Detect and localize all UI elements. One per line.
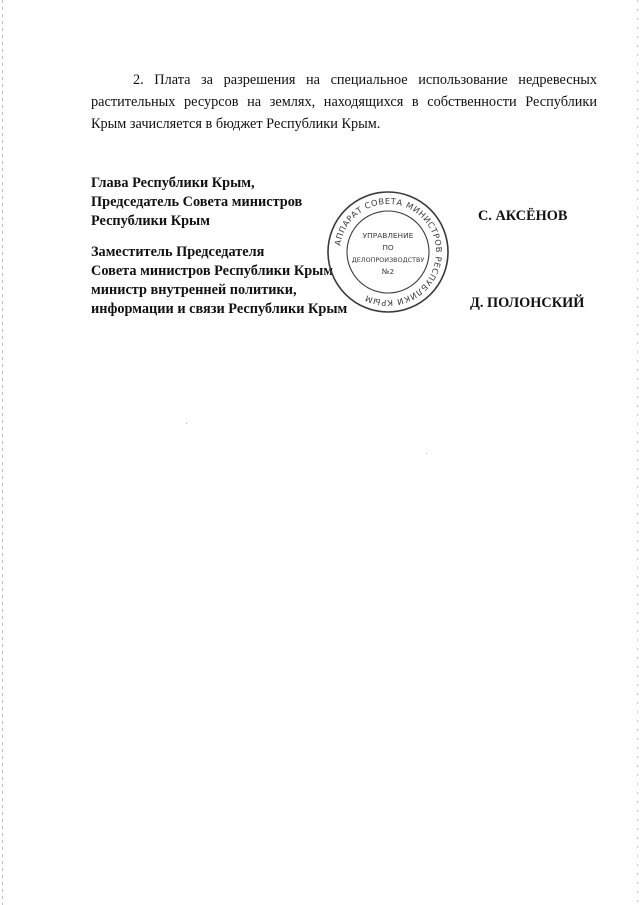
- signatory-1-title-line: Республики Крым: [91, 213, 210, 229]
- stamp-outer-ring: [328, 192, 448, 312]
- scan-edge-right: [637, 0, 638, 905]
- stamp-inner-line: №2: [381, 267, 395, 276]
- paragraph-line-1: 2. Плата за разрешения на специальное использование недревесных: [133, 72, 597, 88]
- stamp-inner-line: ДЕЛОПРОИЗВОДСТВУ: [351, 256, 425, 264]
- signatory-2-title-line: Совета министров Республики Крым: [91, 263, 334, 279]
- official-stamp: [326, 190, 450, 314]
- stamp-inner-line: ПО: [382, 243, 394, 252]
- signatory-2-title-line: министр внутренней политики,: [91, 282, 297, 298]
- signatory-2-title: [91, 243, 347, 319]
- signatory-1-name: С. АКСЁНОВ: [478, 208, 568, 224]
- scan-edge-left: [2, 0, 3, 905]
- signatory-2-title-line: информации и связи Республики Крым: [91, 301, 348, 317]
- signatory-2-title-line: Заместитель Председателя: [91, 244, 265, 260]
- paragraph-line-3: Крым зачисляется в бюджет Республики Крым.: [91, 116, 381, 132]
- signatory-2-name: Д. ПОЛОНСКИЙ: [470, 295, 585, 311]
- stamp-inner-ring: [347, 211, 429, 293]
- stamp-inner-line: УПРАВЛЕНИЕ: [362, 231, 414, 240]
- signatory-1-title-line: Председатель Совета министров: [91, 194, 303, 210]
- paragraph-2: [91, 69, 597, 135]
- scan-speck: [426, 453, 427, 454]
- stamp-outer-text: АППАРАТ СОВЕТА МИНИСТРОВ РЕСПУБЛИКИ КРЫМ: [332, 195, 445, 309]
- signatory-1-title: [91, 174, 302, 231]
- scan-speck: [186, 423, 187, 424]
- signatory-1-title-line: Глава Республики Крым,: [91, 175, 255, 191]
- paragraph-line-2: растительных ресурсов на землях, находящихся в собственности Республики: [91, 94, 597, 110]
